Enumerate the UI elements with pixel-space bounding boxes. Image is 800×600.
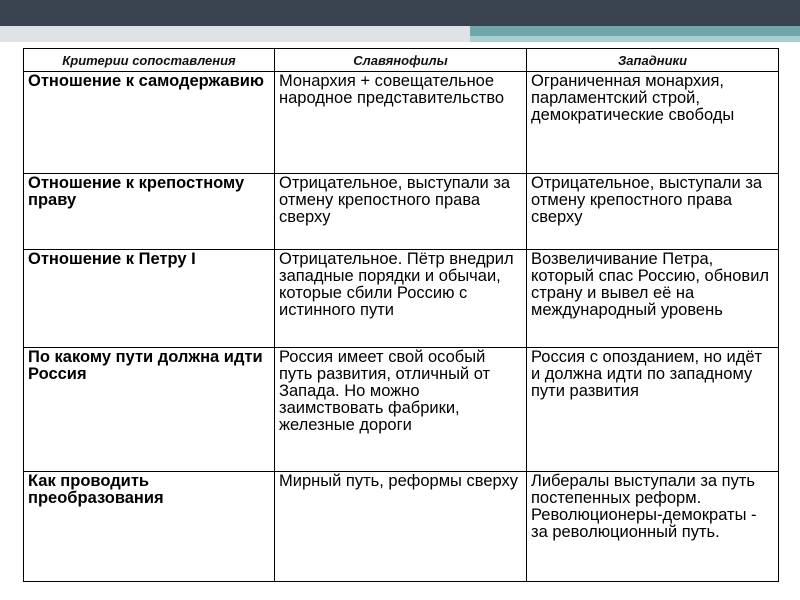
westerners-cell: Либералы выступали за путь постепенных реформ. Революционеры-демократы - за революционный путь. <box>527 472 779 582</box>
top-band-teal-light <box>470 36 800 42</box>
top-band-teal <box>470 26 800 36</box>
table-row <box>24 174 779 250</box>
slavophiles-cell: Мирный путь, реформы сверху <box>275 472 527 582</box>
slavophiles-cell: Отрицательное, выступали за отмену крепостного права сверху <box>275 174 527 250</box>
westerners-cell: Россия с опозданием, но идёт и должна идти по западному пути развития <box>527 348 779 472</box>
table-row <box>24 472 779 582</box>
slavophiles-cell: Монархия + совещательное народное представительство <box>275 72 527 174</box>
criterion-cell: Как проводить преобразования <box>24 472 275 582</box>
slavophiles-cell: Россия имеет свой особый путь развития, отличный от Запада. Но можно заимствовать фабрики, железные дороги <box>275 348 527 472</box>
table-row <box>24 72 779 174</box>
westerners-cell: Возвеличивание Петра, который спас Россию, обновил страну и вывел её на международный уровень <box>527 250 779 348</box>
top-band-dark <box>0 0 800 26</box>
table-header-row <box>24 49 779 72</box>
table-row <box>24 250 779 348</box>
slavophiles-cell: Отрицательное. Пётр внедрил западные порядки и обычаи, которые сбили Россию с истинного пути <box>275 250 527 348</box>
criterion-cell: Отношение к самодержавию <box>24 72 275 174</box>
criterion-cell: Отношение к крепостному праву <box>24 174 275 250</box>
top-band-gray <box>0 26 470 42</box>
westerners-cell: Ограниченная монархия, парламентский строй, демократические свободы <box>527 72 779 174</box>
criterion-cell: По какому пути должна идти Россия <box>24 348 275 472</box>
criterion-cell: Отношение к Петру I <box>24 250 275 348</box>
table-row <box>24 348 779 472</box>
header-westerners: Западники <box>527 49 779 72</box>
westerners-cell: Отрицательное, выступали за отмену крепостного права сверху <box>527 174 779 250</box>
header-slavophiles: Славянофилы <box>275 49 527 72</box>
comparison-table <box>23 48 779 582</box>
header-criteria: Критерии сопоставления <box>24 49 275 72</box>
